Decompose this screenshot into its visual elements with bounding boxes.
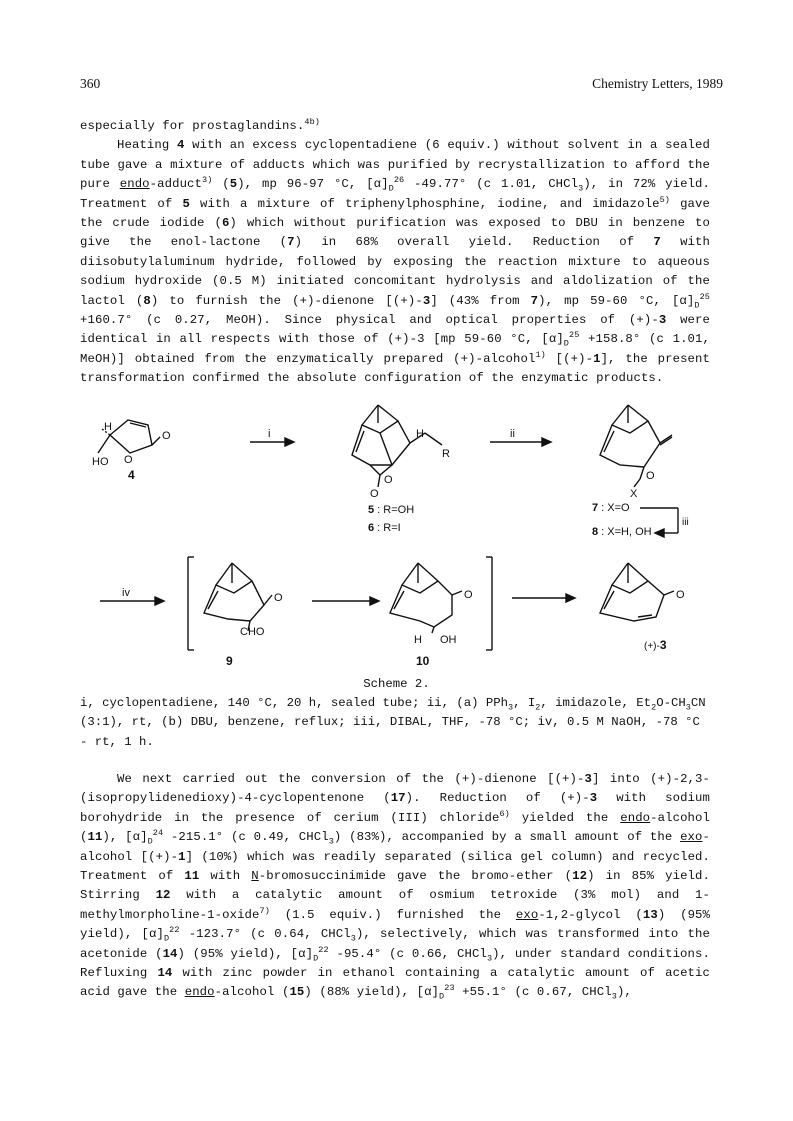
c9-cho-label: CHO xyxy=(240,626,265,638)
compound-5-structure xyxy=(352,405,442,487)
paragraph-3: We next carried out the conversion of the (+)-dienone [(+)-3] into (+)-2,3-(isopropylidenedioxy)-4-cyclopentenone (17). Reduction of (+)-3 with sodium borohydride in the presence of cerium (III) chloride$^{6)}$ yielded the endo-alcohol (11), $[\alpha]_D^{24}$ -215.1° (c 0.49, CHCl$_3$) (83%), accompanied by a small amount of the exo-alcohol [(+)-1] (10%) which was readily separated (silica gel column) and recycled. Treatment of 11 with N-bromosuccinimide gave the bromo-ether (12) in 85% yield. Stirring 12 with a catalytic amount of osmium tetroxide (3% mol) and 1-methylmorpholine-1-oxide$^{7)}$ (1.5 equiv.) furnished the exo-1,2-glycol (13) (95% yield), $[\alpha]_D^{22}$ -123.7° (c 0.64, CHCl$_3$), selectively, which was transformed into the acetonide (14) (95% yield), $[\alpha]_D^{22}$ -95.4° (c 0.66, CHCl$_3$), under standard conditions. Refluxing 14 with zinc powder in ethanol containing a catalytic amount of acetic acid gave the endo-alcohol (15) (88% yield), $[\alpha]_D^{23} +55.1^\circ$ (c 0.67, CHCl$_3$), xyxy=(80,772,711,1002)
c4-h-label: H xyxy=(104,421,112,433)
paragraph-2: Heating 4 with an excess cyclopentadiene (6 equiv.) without solvent in a sealed tube gave a mixture of adducts which was purified by recrystallization to afford the pure endo-adduct$^{3)}$ (5), mp 96-97 °C, $[\alpha]_D^{26}$ -49.77° (c 1.01, CHCl$_3$), in 72% yield. Treatment of 5 with a mixture of triphenylphosphine, iodine, and imidazole$^{5)}$ gave the crude iodide (6) which without purification was exposed to DBU in benzene to give the enol-lactone (7) in 68% overall yield. Reduction of 7 with diisobutylaluminum hydride, followed by exposing the reaction mixture to aqueous sodium hydroxide (0.5 M) initiated concomitant hydrolysis and aldolization of the lactol (8) to furnish the (+)-dienone [(+)-3] (43% from 7), mp 59-60 °C, $[\alpha]_D^{25} +160.7^\circ$ (c 0.27, MeOH). Since physical and optical properties of (+)-3 were identical in all respects with those of (+)-3 [mp 59-60 °C, $[\alpha]_D^{25} +158.8^\circ$ (c 1.01, MeOH)] obtained from the enzymatically prepared (+)-alcohol$^{1)}$ [(+)-1], the present transformation confirmed the absolute configuration of the enzymatic products. xyxy=(80,138,711,386)
page-number: 360 xyxy=(80,76,101,91)
scheme-caption-title: Scheme 2. xyxy=(363,677,430,691)
c10-number: 10 xyxy=(416,654,430,668)
c10-o-label: O xyxy=(464,589,473,601)
c7-label: 7 : X=O xyxy=(592,502,630,514)
c4-number: 4 xyxy=(128,468,135,482)
compound-9-structure xyxy=(204,563,272,631)
c5-carbonyl-o-label: O xyxy=(370,488,379,500)
arrow-i-label: i xyxy=(268,428,271,440)
c5-r-label: R xyxy=(442,448,450,460)
arrow-iii-label: iii xyxy=(682,517,689,528)
c7-x-label: X xyxy=(630,488,638,500)
c6-label: 6 : R=I xyxy=(368,522,401,534)
scheme-2-figure xyxy=(80,395,720,675)
c10-h-label: H xyxy=(414,634,422,646)
c5-label: 5 : R=OH xyxy=(368,504,415,516)
scheme-caption-conditions: i, cyclopentadiene, 140 °C, 20 h, sealed tube; ii, (a) PPh$_3$, $I_2$, imidazole, $Et_2O-CH_3CN$ (3:1), rt, (b) DBU, benzene, reflux; iii, DIBAL, THF, -78 °C; iv, 0.5 M NaOH, -78 °C - rt, 1 h. xyxy=(80,696,706,749)
compound-3-structure xyxy=(600,563,674,621)
c9-number: 9 xyxy=(226,654,233,668)
compound-10-structure xyxy=(390,563,462,633)
c4-o-label: O xyxy=(124,454,133,466)
c9-o-label: O xyxy=(274,592,283,604)
body-text-top xyxy=(80,117,710,389)
c4-ho-label: HO xyxy=(92,456,109,468)
body-text-bottom xyxy=(80,770,710,1003)
paragraph-1: especially for prostaglandins.$^{4b)}$ xyxy=(80,116,320,133)
compound-7-structure xyxy=(600,405,672,487)
c5-ring-o-label: O xyxy=(384,474,393,486)
arrow-iv-label: iv xyxy=(122,587,130,599)
c4-carbonyl-o-label: O xyxy=(162,430,171,442)
c3-label: (+)-3 xyxy=(644,638,667,652)
journal-header: Chemistry Letters, 1989 xyxy=(592,76,723,91)
arrow-ii-label: ii xyxy=(510,428,515,440)
c5-h-label: H xyxy=(416,428,424,440)
c10-oh-label: OH xyxy=(440,634,457,646)
c7-ring-o-label: O xyxy=(646,470,655,482)
c8-label: 8 : X=H, OH xyxy=(592,526,652,538)
c3-o-label: O xyxy=(676,589,685,601)
